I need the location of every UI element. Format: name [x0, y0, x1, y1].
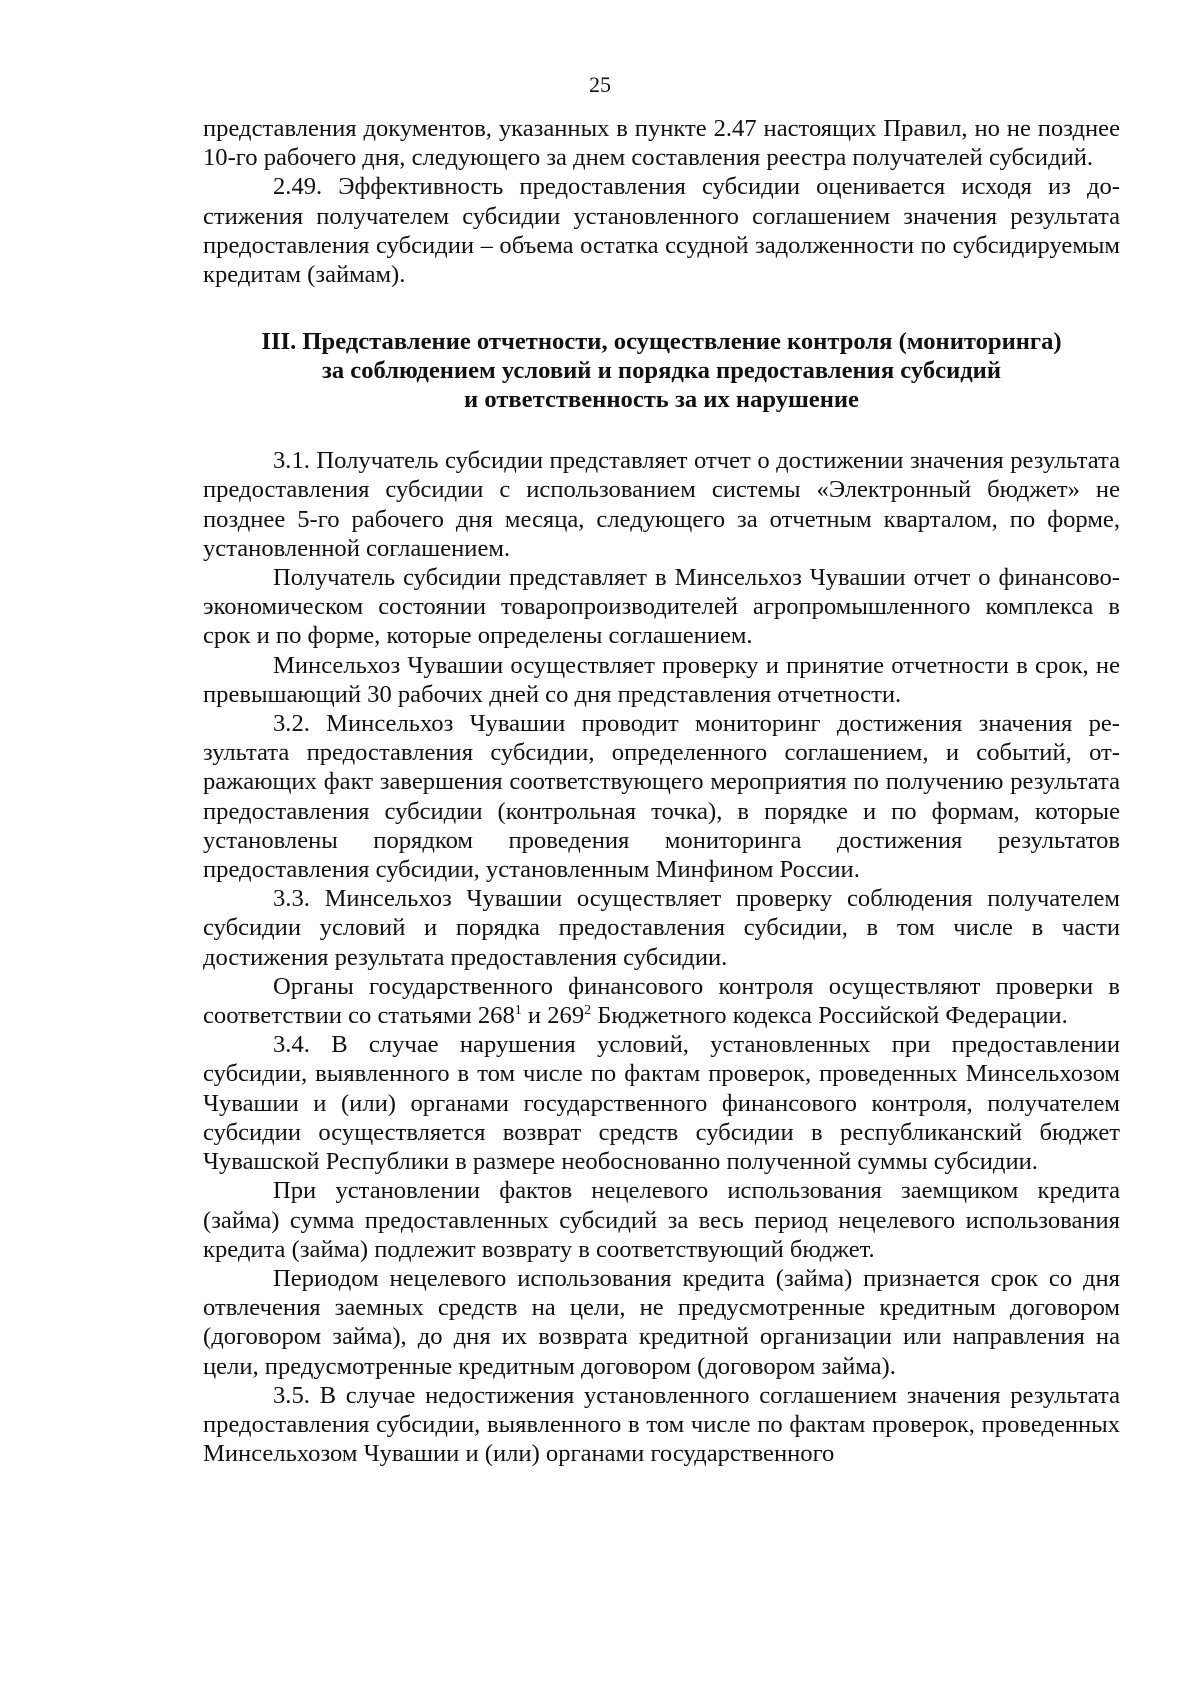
paragraph-3-4: 3.4. В случае нарушения условий, установленных при предоставлении субсидии, выявленного в том числе по фактам проверок, проведенных Минсельхозом Чувашии и (или) органами государственного финансового контроля, получателем субсидии осуществляется возврат средств субсидии в республиканский бюджет Чувашской Республики в размере необоснованно полученной суммы субсидии.	[203, 1031, 1120, 1176]
article-269-superscript: 2	[584, 1002, 592, 1018]
document-body	[203, 114, 1120, 1468]
paragraph-3-3: 3.3. Минсельхоз Чувашии осуществляет проверку соблюдения получателем субсидии условий и порядка предоставления субсидии, в том числе в части достижения результата предоставления субсидии.	[203, 885, 1120, 971]
section-heading-line-3: и ответственность за их нарушение	[464, 386, 859, 414]
section-heading	[203, 327, 1120, 414]
paragraph-3-5: 3.5. В случае недостижения установленного соглашением значения результата предоставления субсидии, выявленного в том числе по фактам проверок, проведенных Минсельхозом Чувашии и (или) органами государственного	[203, 1381, 1120, 1468]
paragraph-3-2: 3.2. Минсельхоз Чувашии проводит мониторинг достижения значения результата предоставления субсидии, определенного соглашением, и событий, отражающих факт завершения соответствующего мероприятия по получению результата предоставления субсидии (контрольная точка), в порядке и по формам, которые установлены порядком проведения мониторинга достижения результатов предоставления субсидии, установленным Минфином России.	[203, 710, 1120, 884]
budget-code-text-3: Бюджетного кодекса Российской Федерации.	[591, 1002, 1068, 1030]
paragraph-3-1: 3.1. Получатель субсидии представляет отчет о достижении значения результата предоставления субсидии с использованием системы «Электронный бюджет» не позднее 5-го рабочего дня месяца, следующего за отчетным кварталом, по форме, установленной соглашением.	[203, 447, 1120, 562]
section-heading-line-1: III. Представление отчетности, осуществление контроля (мониторинга)	[261, 328, 1062, 356]
paragraph-budget-code	[203, 972, 1120, 1030]
paragraph-continuation: представления документов, указанных в пункте 2.47 настоящих Правил, но не позднее 10-го рабочего дня, следующего за днем составления реестра получателей субсидий.	[203, 115, 1120, 172]
paragraph-2-49: 2.49. Эффективность предоставления субсидии оценивается исходя из достижения получателем субсидии установленного соглашением значения результата предоставления субсидии – объема остатка ссудной задолженности по субсидируемым кредитам (займам).	[203, 173, 1120, 289]
budget-code-text-1: Органы государственного финансового контроля осуществляют проверки в соответствии со статьями 268	[203, 972, 1120, 1030]
article-268-superscript: 1	[514, 1002, 522, 1018]
paragraph-financial-report: Получатель субсидии представляет в Минсельхоз Чувашии отчет о финансово-экономическом состоянии товаропроизводителей агропромышленного комплекса в срок и по форме, которые определены соглашением.	[203, 564, 1120, 650]
paragraph-report-check: Минсельхоз Чувашии осуществляет проверку и принятие отчетности в срок, не превышающий 30 рабочих дней со дня представления отчетности.	[203, 651, 1120, 708]
paragraph-misuse-period: Периодом нецелевого использования кредита (займа) признается срок со дня отвлечения заемных средств на цели, не предусмотренные кредитным договором (договором займа), до дня их возврата кредитной организации или направления на цели, предусмотренные кредитным договором (договором займа).	[203, 1264, 1120, 1380]
section-heading-line-2: за соблюдением условий и порядка предоставления субсидий	[321, 357, 1002, 385]
budget-code-text-2: и 269	[521, 1002, 585, 1030]
page-number: 25	[589, 72, 611, 97]
paragraph-misuse-return: При установлении фактов нецелевого использования заемщиком кредита (займа) сумма предоставленных субсидий за весь период нецелевого использования кредита (займа) подлежит возврату в соответствующий бюджет.	[203, 1177, 1120, 1263]
